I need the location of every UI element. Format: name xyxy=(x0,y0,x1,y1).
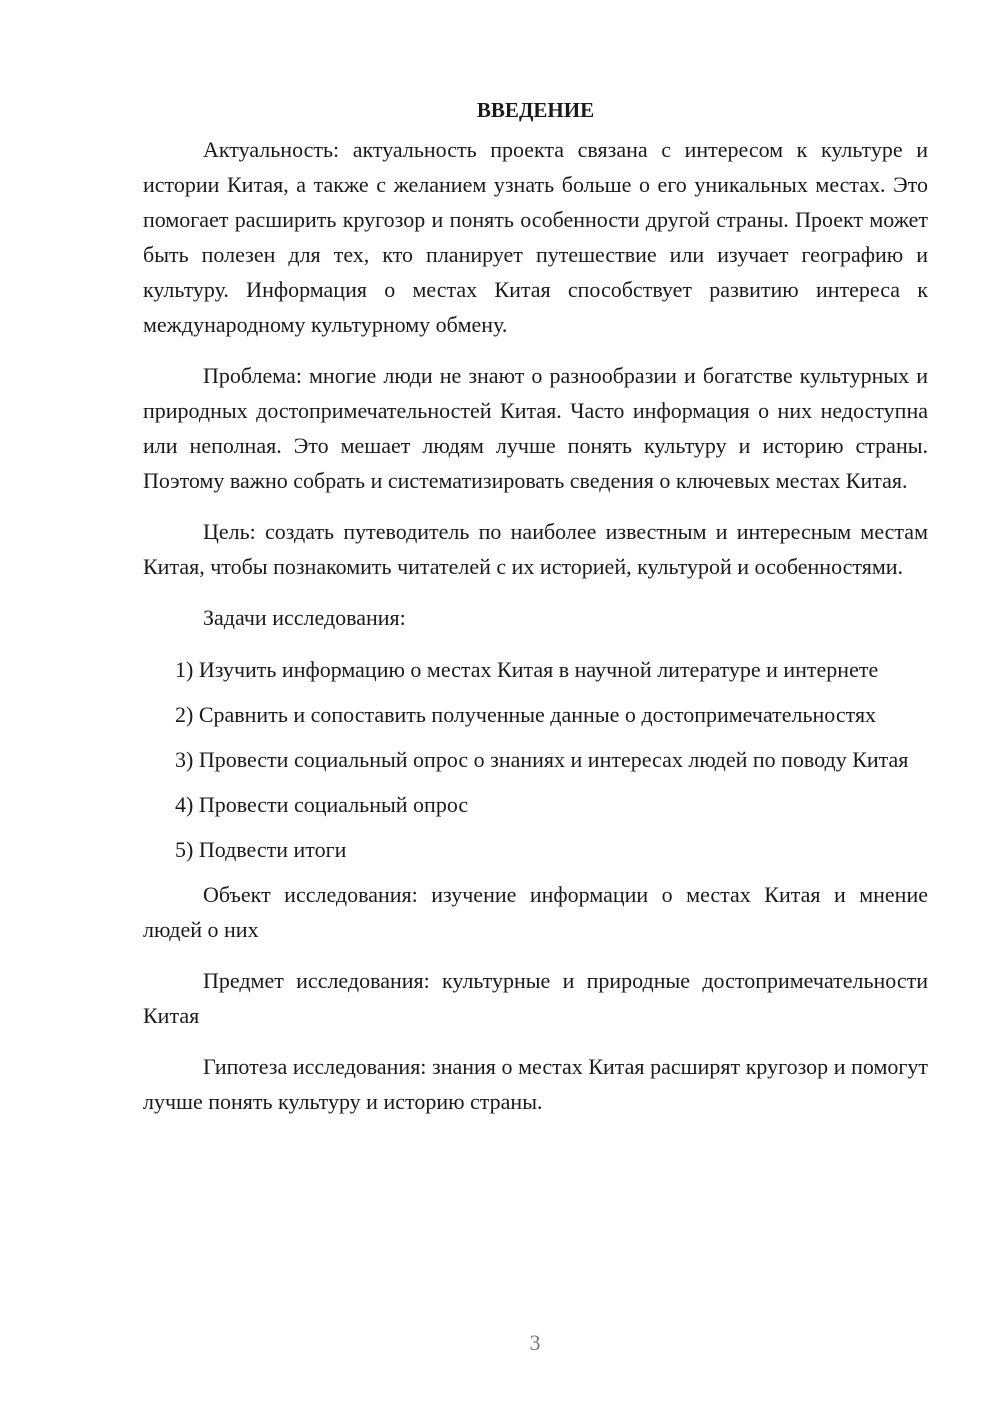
task-item-3: 3) Провести социальный опрос о знаниях и интересах людей по поводу Китая xyxy=(175,747,909,772)
task-item-2: 2) Сравнить и сопоставить полученные данные о достопримечательностях xyxy=(175,702,877,727)
paragraph-object: Объект исследования: изучение информации о местах Китая и мнение людей о них xyxy=(143,882,928,942)
document-page xyxy=(143,95,928,1135)
task-item-5: 5) Подвести итоги xyxy=(175,837,347,862)
task-item-1: 1) Изучить информацию о местах Китая в научной литературе и интернете xyxy=(175,657,879,682)
paragraph-subject: Предмет исследования: культурные и природные достопримечательности Китая xyxy=(143,968,928,1028)
task-item-4: 4) Провести социальный опрос xyxy=(175,792,469,817)
section-title: ВВЕДЕНИЕ xyxy=(476,98,595,122)
paragraph-goal: Цель: создать путеводитель по наиболее известным и интересным местам Китая, чтобы познакомить читателей с их историей, культурой и особенностями. xyxy=(143,519,928,579)
paragraph-problem: Проблема: многие люди не знают о разнообразии и богатстве культурных и природных достопримечательностей Китая. Часто информация о них недоступна или неполная. Это мешает людям лучше понять культуру и историю страны. Поэтому важно собрать и систематизировать сведения о ключевых местах Китая. xyxy=(143,363,928,493)
tasks-heading: Задачи исследования: xyxy=(203,605,406,630)
page-number: 3 xyxy=(529,1330,541,1355)
paragraph-hypothesis: Гипотеза исследования: знания о местах Китая расширят кругозор и помогут лучше понять культуру и историю страны. xyxy=(143,1054,928,1114)
paragraph-relevance: Актуальность: актуальность проекта связана с интересом к культуре и истории Китая, а также с желанием узнать больше о его уникальных местах. Это помогает расширить кругозор и понять особенности другой страны. Проект может быть полезен для тех, кто планирует путешествие или изучает географию и культуру. Информация о местах Китая способствует развитию интереса к международному культурному обмену. xyxy=(143,137,928,337)
